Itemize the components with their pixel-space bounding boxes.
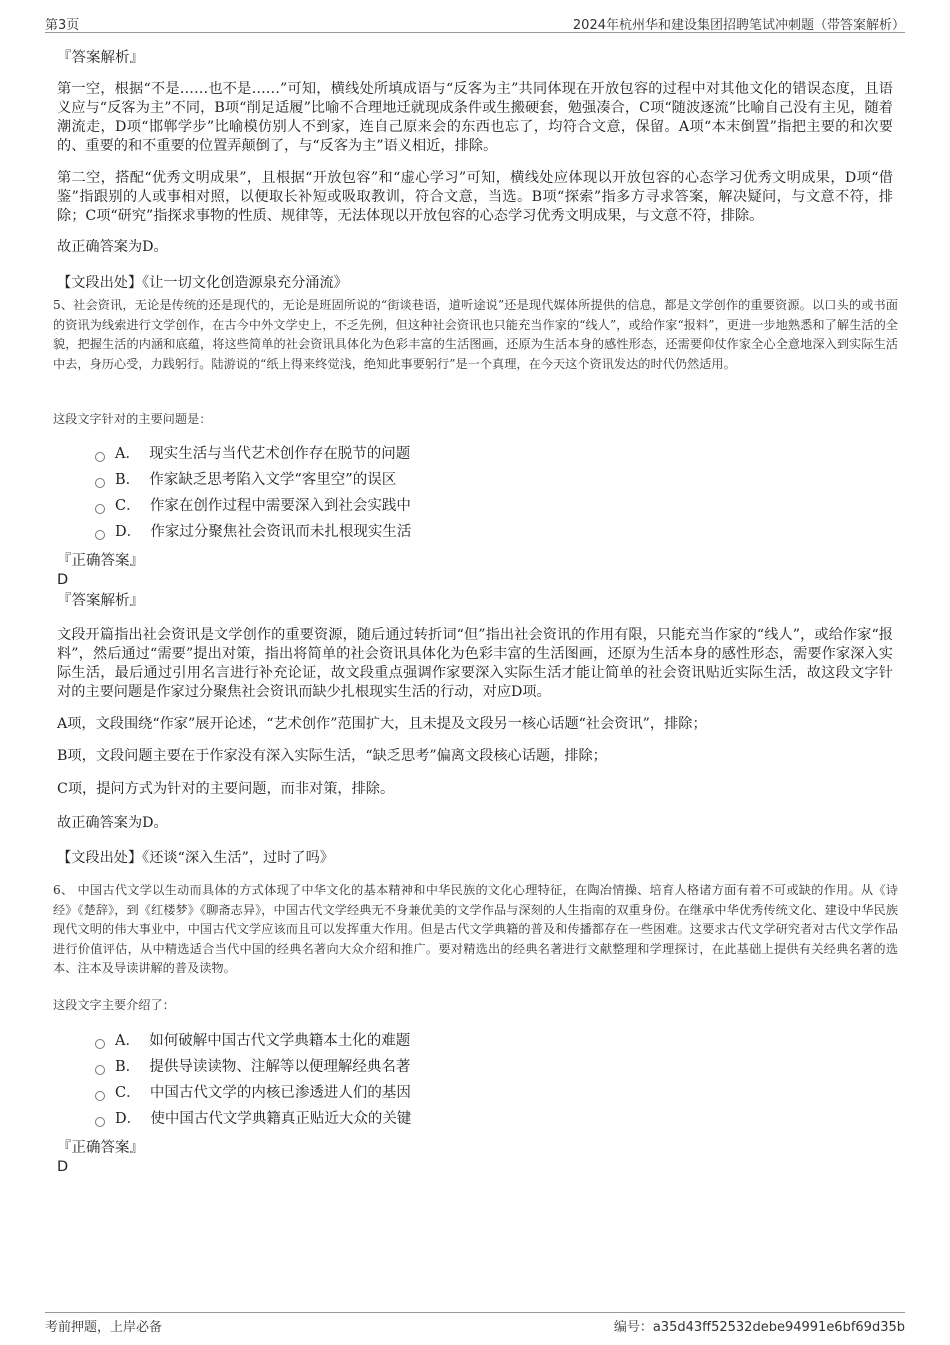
document-title: 2024年杭州华和建设集团招聘笔试冲刺题（带答案解析） [572,18,905,33]
radio-icon[interactable] [95,1117,105,1127]
q4-analysis-para-1: 第一空，根据“不是……也不是……”可知，横线处所填成语与“反客为主”共同体现在开放包容的过程中对其他文化的错误态度，且语义应与“反客为主”不同，B项“削足适履”比喻不合理地迁就现成条件或生搬硬套，勉强凑合，C项“随波逐流”比喻自己没有主见，随着潮流走，D项“邯郸学步”比喻模仿别人不到家，连自己原来会的东西也忘了，均符合文意，保留。A项“本末倒置”指把主要的和次要的、重要的和不重要的位置弄颠倒了，与“反客为主”语义相近，排除。 [57,81,893,154]
q5-answer: D [57,572,69,588]
q4-conclusion: 故正确答案为D。 [57,239,168,255]
page-header [45,12,905,33]
q5-option-d[interactable]: D． 作家过分聚焦社会资讯而未扎根现实生活 [95,521,411,543]
q5-source: 【文段出处】《还谈“深入生活”，过时了吗》 [57,850,334,866]
q5-analysis-para-4: C项，提问方式为针对的主要问题，而非对策，排除。 [57,781,395,797]
q6-option-c[interactable]: C． 中国古代文学的内核已渗透进人们的基因 [95,1082,411,1104]
radio-icon[interactable] [95,530,105,540]
radio-icon[interactable] [95,1039,105,1049]
q6-passage: 6、 中国古代文学以生动而具体的方式体现了中华文化的基本精神和中华民族的文化心理特征，在陶冶情操、培育人格诸方面有着不可或缺的作用。从《诗经》《楚辞》，到《红楼梦》《聊斋志异》，中国古代文学经典无不身兼优美的文学作品与深刻的人生指南的双重身份。在继承中华优秀传统文化、建设中华民族现代文明的伟大事业中，中国古代文学应该而且可以发挥重大作用。但是古代文学典籍的普及和传播都存在一些困难。这要求古代文学研究者对古代文学作品进行价值评估，从中精选适合当代中国的经典名著向大众介绍和推广。要对精选出的经典名著进行文献整理和学理探讨，在此基础上提供有关经典名著的选本、注本及导读讲解的普及读物。 [53,883,898,976]
page-footer [45,1312,905,1335]
radio-icon[interactable] [95,478,105,488]
q5-analysis-label: 『答案解析』 [57,593,144,609]
q6-option-d[interactable]: D． 使中国古代文学典籍真正贴近大众的关键 [95,1108,411,1130]
radio-icon[interactable] [95,504,105,514]
q5-analysis-para-3: B项，文段问题主要在于作家没有深入实际生活，“缺乏思考”偏离文段核心话题，排除； [57,748,607,764]
page-number: 第3页 [45,18,80,33]
q5-answer-label: 『正确答案』 [57,553,144,569]
document-id: 编号：a35d43ff52532debe94991e6bf69d35b [613,1320,905,1335]
radio-icon[interactable] [95,1091,105,1101]
footer-slogan: 考前押题，上岸必备 [45,1320,163,1335]
q5-option-c[interactable]: C． 作家在创作过程中需要深入到社会实践中 [95,495,411,517]
radio-icon[interactable] [95,452,105,462]
q4-analysis-para-2: 第二空，搭配“优秀文明成果”，且根据“开放包容”和“虚心学习”可知，横线处应体现以开放包容的心态学习优秀文明成果，D项“借鉴”指跟别的人或事相对照，以便取长补短或吸取教训，符合文意，当选。B项“探索”指多方寻求答案，解决疑问，与文意不符，排除；C项“研究”指探求事物的性质、规律等，无法体现以开放包容的心态学习优秀文明成果，与文意不符，排除。 [57,170,893,224]
q5-analysis-para-1: 文段开篇指出社会资讯是文学创作的重要资源，随后通过转折词“但”指出社会资讯的作用有限，只能充当作家的“线人”，或给作家“报料”，然后通过“需要”提出对策，指出将简单的社会资讯具体化为色彩丰富的生活图画，还原为生活本身的感性形态，需要作家深入实际生活，最后通过引用名言进行补充论证，故文段重点强调作家要深入实际生活才能让简单的社会资讯贴近实际生活，故这段文字针对的主要问题是作家过分聚焦社会资讯而缺少扎根现实生活的行动，对应D项。 [57,627,893,700]
q5-option-a[interactable]: A． 现实生活与当代艺术创作存在脱节的问题 [95,443,410,465]
q4-source: 【文段出处】《让一切文化创造源泉充分涌流》 [57,275,348,291]
q5-option-b[interactable]: B． 作家缺乏思考陷入文学“客里空”的误区 [95,469,396,491]
q6-answer: D [57,1159,69,1175]
q5-conclusion: 故正确答案为D。 [57,815,168,831]
q6-answer-label: 『正确答案』 [57,1140,144,1156]
q6-stem: 这段文字主要介绍了： [53,998,175,1012]
q5-passage: 5、社会资讯，无论是传统的还是现代的，无论是班固所说的“街谈巷语，道听途说”还是现代媒体所提供的信息，都是文学创作的重要资源。以口头的或书面的资讯为线索进行文学创作，在古今中外文学史上，不乏先例，但这种社会资讯也只能充当作家的“线人”，或给作家“报料”，更进一步地熟悉和了解生活的全貌，把握生活的内涵和底蕴，将这些简单的社会资讯具体化为色彩丰富的生活图画，还原为生活本身的感性形态，还需要仰仗作家全心全意地深入到实际生活中去，身历心受，力践躬行。陆游说的“纸上得来终觉浅，绝知此事要躬行”是一个真理，在今天这个资讯发达的时代仍然适用。 [53,298,898,371]
q5-stem: 这段文字针对的主要问题是： [53,412,212,426]
q6-option-b[interactable]: B． 提供导读读物、注解等以便理解经典名著 [95,1056,410,1078]
q4-analysis-label: 『答案解析』 [57,50,144,66]
q5-analysis-para-2: A项，文段围绕“作家”展开论述，“艺术创作”范围扩大，且未提及文段另一核心话题“社会资讯”，排除； [57,716,707,732]
radio-icon[interactable] [95,1065,105,1075]
q6-option-a[interactable]: A． 如何破解中国古代文学典籍本土化的难题 [95,1030,410,1052]
